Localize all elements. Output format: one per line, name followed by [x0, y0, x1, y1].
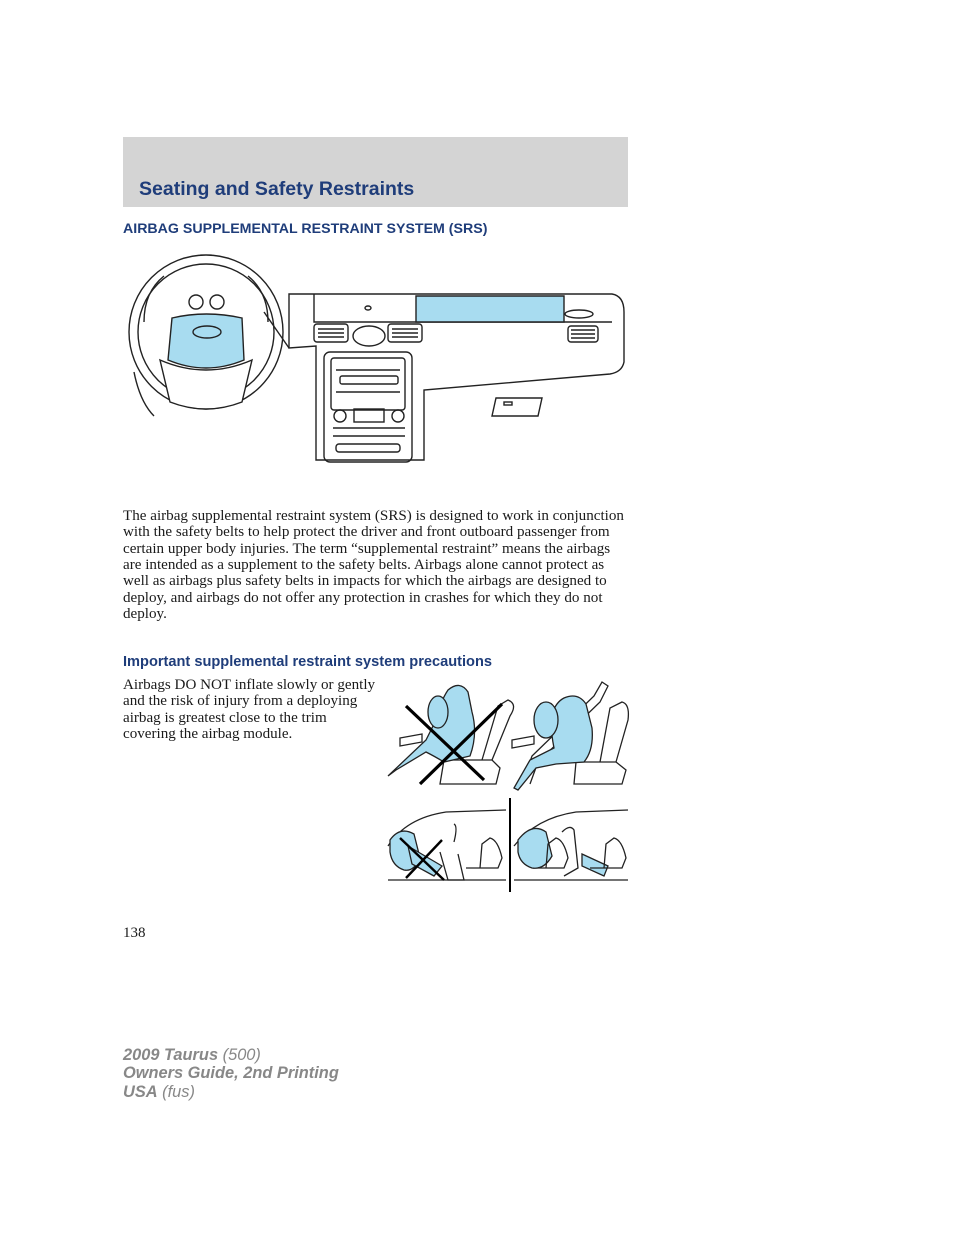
section-heading: AIRBAG SUPPLEMENTAL RESTRAINT SYSTEM (SRS) [123, 221, 488, 237]
section-title: Seating and Safety Restraints [139, 178, 415, 200]
passenger-airbag-zone [416, 296, 564, 322]
srs-description-paragraph: The airbag supplemental restraint system (SRS) is designed to work in conjunction with the safety belts to help protect the driver and front outboard passenger from certain upper body injuries. The term “supplemental restraint” means the airbags are intended as a supplement to the safety belts. Airbags alone cannot protect as well as airbags plus safety belts in impacts for which the airbags are designed to deploy, and airbags do not offer any protection in crashes for which they do not deploy. [123, 508, 624, 623]
dashboard-airbag-illustration [124, 252, 630, 468]
precautions-heading: Important supplemental restraint system precautions [123, 654, 492, 670]
occupant-position-illustration [386, 676, 630, 794]
footer-line-3 [123, 1083, 339, 1101]
footer-market: USA [123, 1082, 158, 1101]
footer-line-1 [123, 1046, 339, 1064]
document-footer [123, 1046, 339, 1101]
page-number: 138 [123, 925, 146, 941]
vehicle-child-seat-illustration [386, 796, 630, 894]
driver-airbag-zone [168, 314, 244, 368]
precautions-paragraph: Airbags DO NOT inflate slowly or gently and the risk of injury from a deploying airbag is greatest close to the trim covering the airbag module. [123, 677, 376, 743]
section-header-band [123, 137, 628, 207]
footer-printing: Owners Guide, 2nd Printing [123, 1064, 339, 1083]
footer-model: 2009 Taurus [123, 1046, 219, 1064]
footer-model-code: (500) [218, 1046, 261, 1064]
footer-line-2 [123, 1064, 339, 1082]
footer-market-code: (fus) [157, 1082, 195, 1101]
